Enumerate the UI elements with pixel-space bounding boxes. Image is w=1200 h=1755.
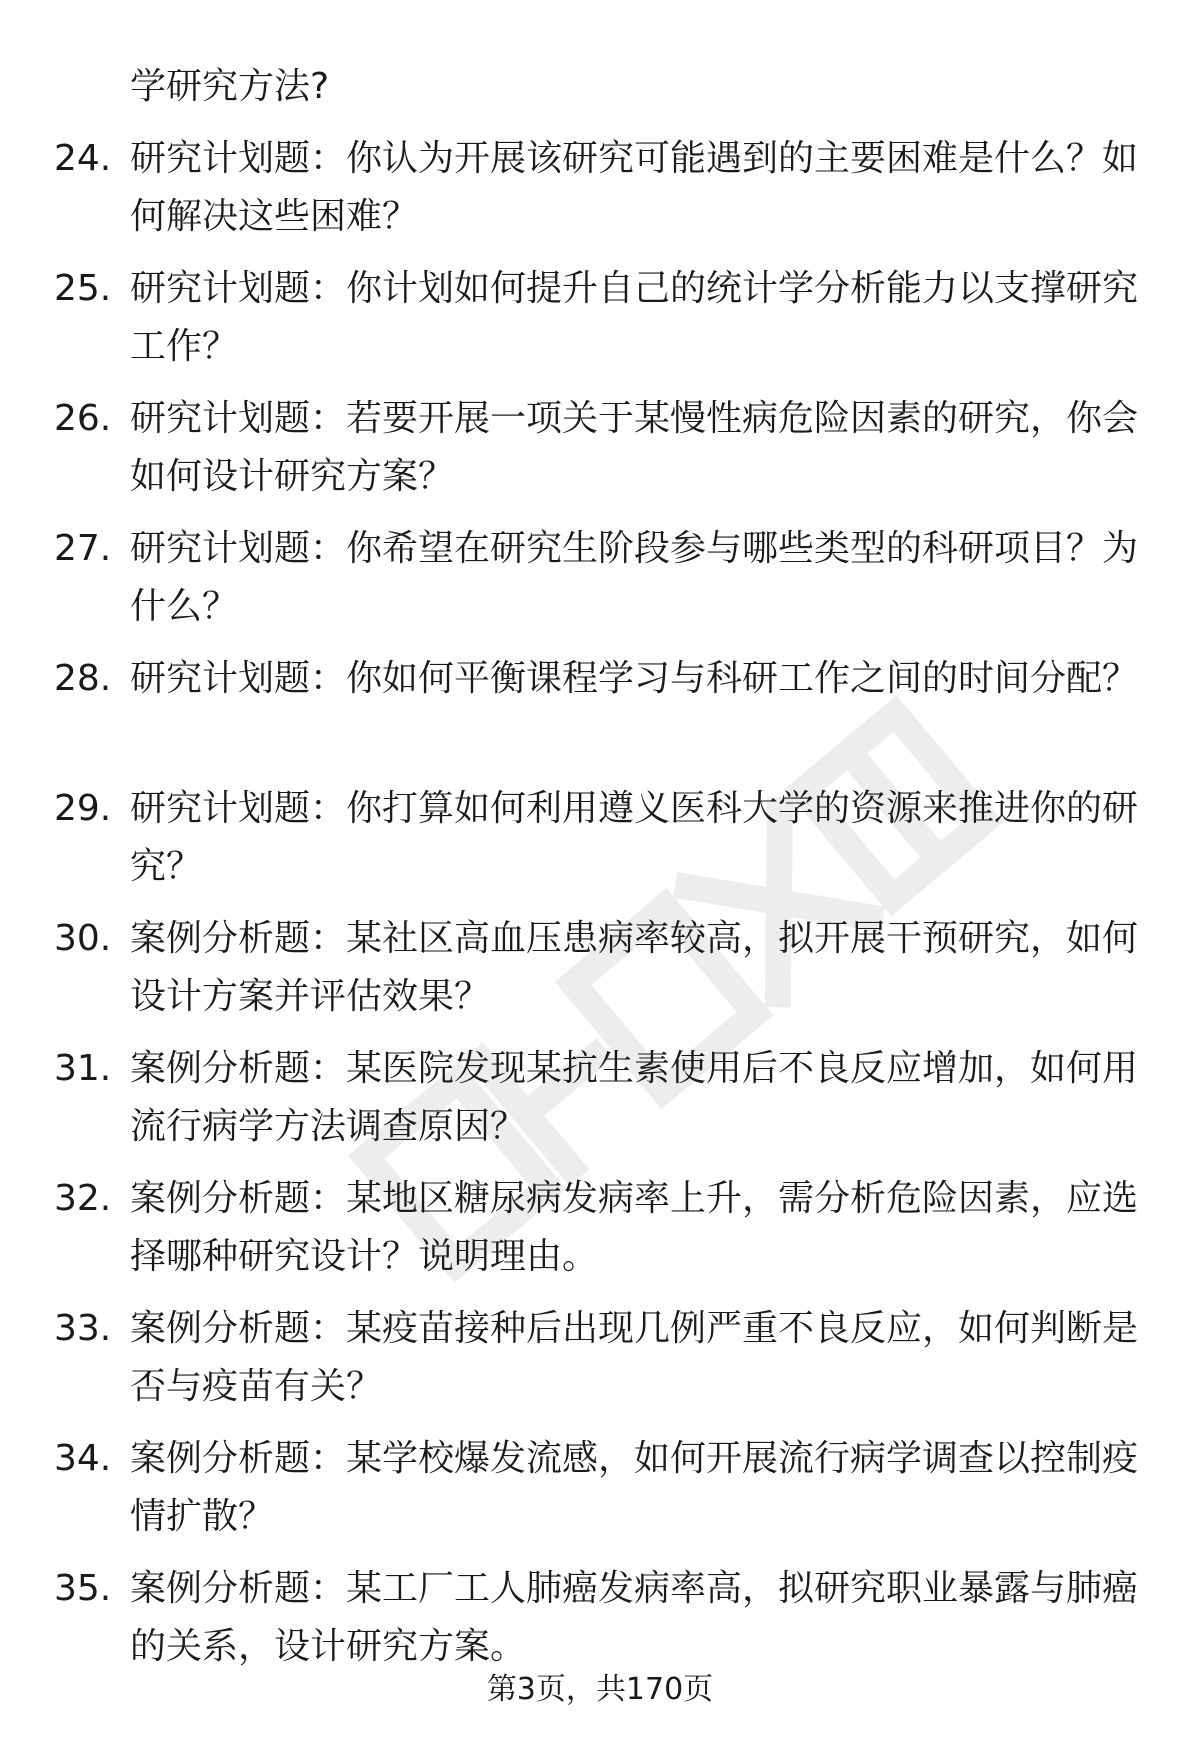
page-footer: 第3页，共170页 — [486, 1672, 714, 1707]
question-text: 研究计划题：你希望在研究生阶段参与哪些类型的科研项目？为什么？ — [130, 528, 1139, 627]
question-text: 案例分析题：某工厂工人肺癌发病率高，拟研究职业暴露与肺癌的关系，设计研究方案。 — [130, 1568, 1139, 1667]
question-number: 35. — [54, 1568, 112, 1609]
question-number: 33. — [54, 1308, 112, 1349]
question-text: 研究计划题：你认为开展该研究可能遇到的主要困难是什么？如何解决这些困难？ — [130, 138, 1139, 237]
continuation-text: 学研究方法? — [130, 66, 330, 107]
question-text: 案例分析题：某地区糖尿病发病率上升，需分析危险因素，应选择哪种研究设计？说明理由。 — [130, 1178, 1139, 1277]
question-item — [0, 1300, 1200, 1430]
question-text: 案例分析题：某医院发现某抗生素使用后不良反应增加，如何用流行病学方法调查原因？ — [130, 1048, 1139, 1147]
question-item — [0, 520, 1200, 650]
question-number: 24. — [54, 138, 112, 179]
question-item — [0, 650, 1200, 780]
question-number: 31. — [54, 1048, 112, 1089]
question-number: 29. — [54, 788, 112, 829]
question-text: 案例分析题：某疫苗接种后出现几例严重不良反应，如何判断是否与疫苗有关？ — [130, 1308, 1139, 1407]
question-number: 32. — [54, 1178, 112, 1219]
question-number: 34. — [54, 1438, 112, 1479]
question-item — [0, 390, 1200, 520]
question-item — [0, 260, 1200, 390]
question-text: 研究计划题：若要开展一项关于某慢性病危险因素的研究，你会如何设计研究方案？ — [130, 398, 1139, 497]
question-item — [0, 1430, 1200, 1560]
question-item — [0, 1170, 1200, 1300]
question-number: 27. — [54, 528, 112, 569]
question-text: 研究计划题：你打算如何利用遵义医科大学的资源来推进你的研究？ — [130, 788, 1139, 887]
question-number: 26. — [54, 398, 112, 439]
question-list — [0, 130, 1200, 1690]
question-text: 研究计划题：你如何平衡课程学习与科研工作之间的时间分配？ — [130, 658, 1139, 699]
question-number: 28. — [54, 658, 112, 699]
question-item — [0, 1040, 1200, 1170]
question-number: 30. — [54, 918, 112, 959]
question-text: 案例分析题：某社区高血压患病率较高，拟开展干预研究，如何设计方案并评估效果？ — [130, 918, 1139, 1017]
question-text: 研究计划题：你计划如何提升自己的统计学分析能力以支撑研究工作？ — [130, 268, 1139, 367]
question-item — [0, 910, 1200, 1040]
question-number: 25. — [54, 268, 112, 309]
question-text: 案例分析题：某学校爆发流感，如何开展流行病学调查以控制疫情扩散？ — [130, 1438, 1139, 1537]
question-item — [0, 130, 1200, 260]
question-item — [0, 780, 1200, 910]
